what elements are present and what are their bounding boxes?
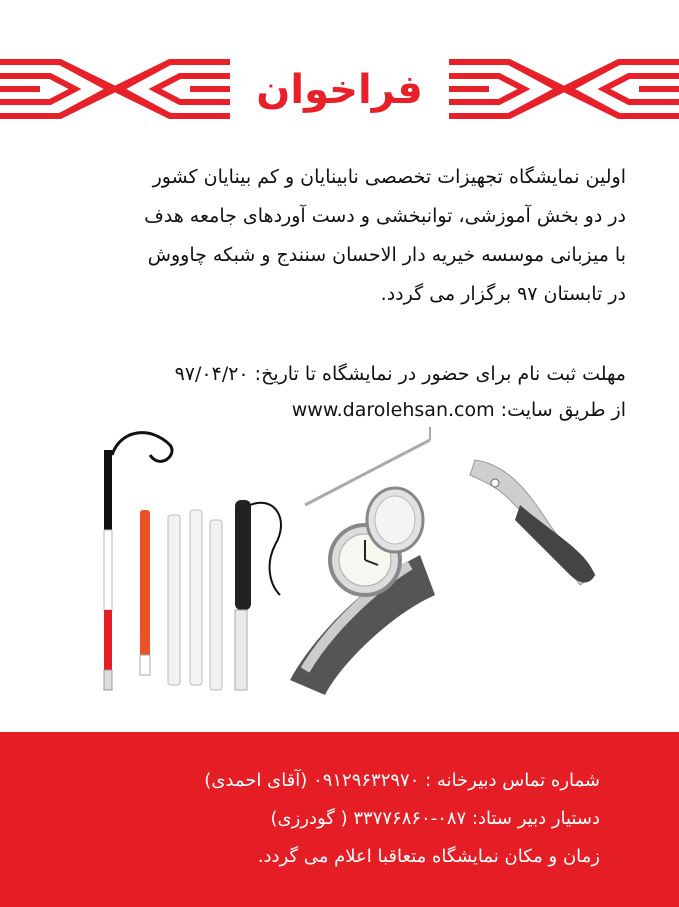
talking-watch-icon <box>290 488 435 695</box>
site-link[interactable]: www.darolehsan.com <box>291 399 495 421</box>
contact-footer <box>0 732 679 907</box>
intro-line: در تابستان ۹۷ برگزار می گردد. <box>380 283 626 305</box>
contact-lines <box>40 762 600 876</box>
white-cane-icon <box>104 433 172 690</box>
intro-line: با میزبانی موسسه خیریه دار الاحسان سنندج و شبکه چاووش <box>147 244 626 266</box>
deadline-line: مهلت ثبت نام برای حضور در نمایشگاه تا تاریخ: ۹۷/۰۴/۲۰ <box>174 363 626 385</box>
registration-info <box>40 356 626 428</box>
site-prefix: از طریق سایت: <box>500 399 626 421</box>
secretariat-phone: شماره تماس دبیرخانه : ۰۹۱۲۹۶۳۲۹۷۰ (آقای احمدی) <box>204 770 600 791</box>
event-notice: زمان و مکان نمایشگاه متعاقبا اعلام می گردد. <box>257 846 600 867</box>
page-title: فراخوان <box>256 67 423 113</box>
folding-cane-icon <box>140 500 281 690</box>
assistant-phone: دستیار دبیر ستاد: ۰۸۷-۳۳۷۷۶۸۶۰ ( گودرزی) <box>270 808 600 829</box>
intro-text <box>40 158 626 314</box>
braid-ornament-right <box>449 58 679 120</box>
product-images <box>90 425 610 725</box>
braid-ornament-left <box>0 58 230 120</box>
intro-line: در دو بخش آموزشی، توانبخشی و دست آوردهای جامعه هدف <box>144 205 626 227</box>
intro-line: اولین نمایشگاه تجهیزات تخصصی نابینایان و کم بینایان کشور <box>152 166 626 188</box>
site-line <box>40 392 626 428</box>
